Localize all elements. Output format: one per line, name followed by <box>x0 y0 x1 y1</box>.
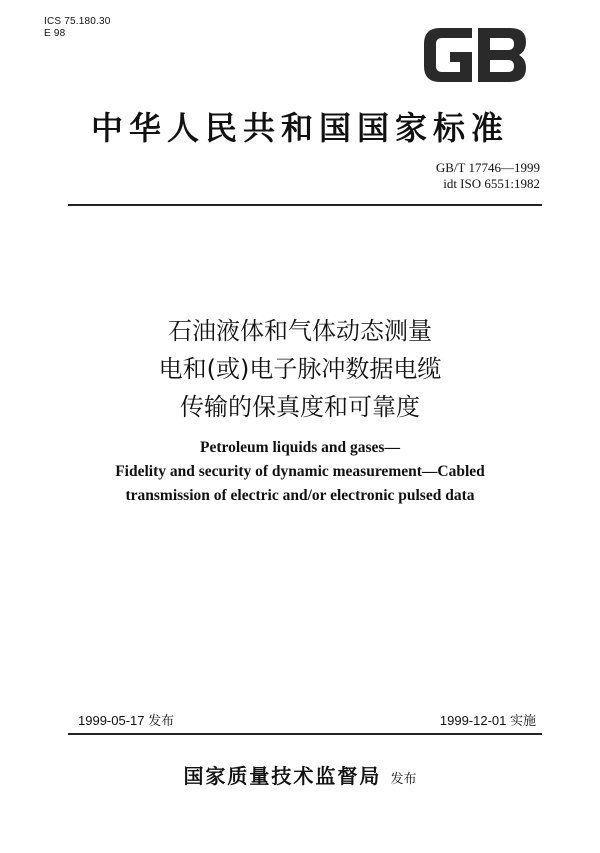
standard-number: GB/T 17746—1999 <box>435 160 540 175</box>
english-title-line-3: transmission of electric and/or electronic pulsed data <box>125 487 475 504</box>
english-title-line-1: Petroleum liquids and gases— <box>200 439 400 456</box>
chinese-title-line-1: 石油液体和气体动态测量 <box>168 317 432 345</box>
ics-code: ICS 75.180.30 <box>44 16 111 27</box>
issue-action: 发布 <box>390 772 417 787</box>
chinese-title-line-3: 传输的保真度和可靠度 <box>180 393 420 421</box>
chinese-title <box>0 312 600 426</box>
gb-logo <box>420 22 530 88</box>
issue-date: 1999-05-17 发布 <box>78 713 175 728</box>
standard-title: 中华人民共和国国家标准 <box>90 109 509 147</box>
english-title <box>0 436 600 508</box>
english-title-line-2: Fidelity and security of dynamic measurement—Cabled <box>115 463 485 480</box>
issuing-organization: 国家质量技术监督局 <box>183 764 382 788</box>
footer-divider <box>68 733 542 735</box>
implementation-date: 1999-12-01 实施 <box>439 713 536 728</box>
standard-code-block <box>436 160 540 192</box>
chinese-title-line-2: 电和(或)电子脉冲数据电缆 <box>158 355 442 383</box>
ccs-code: E 98 <box>44 28 66 39</box>
header-divider <box>68 204 542 206</box>
issuer-line <box>0 760 600 789</box>
adoption-reference: idt ISO 6551:1982 <box>443 176 540 191</box>
classification-codes <box>44 16 111 40</box>
